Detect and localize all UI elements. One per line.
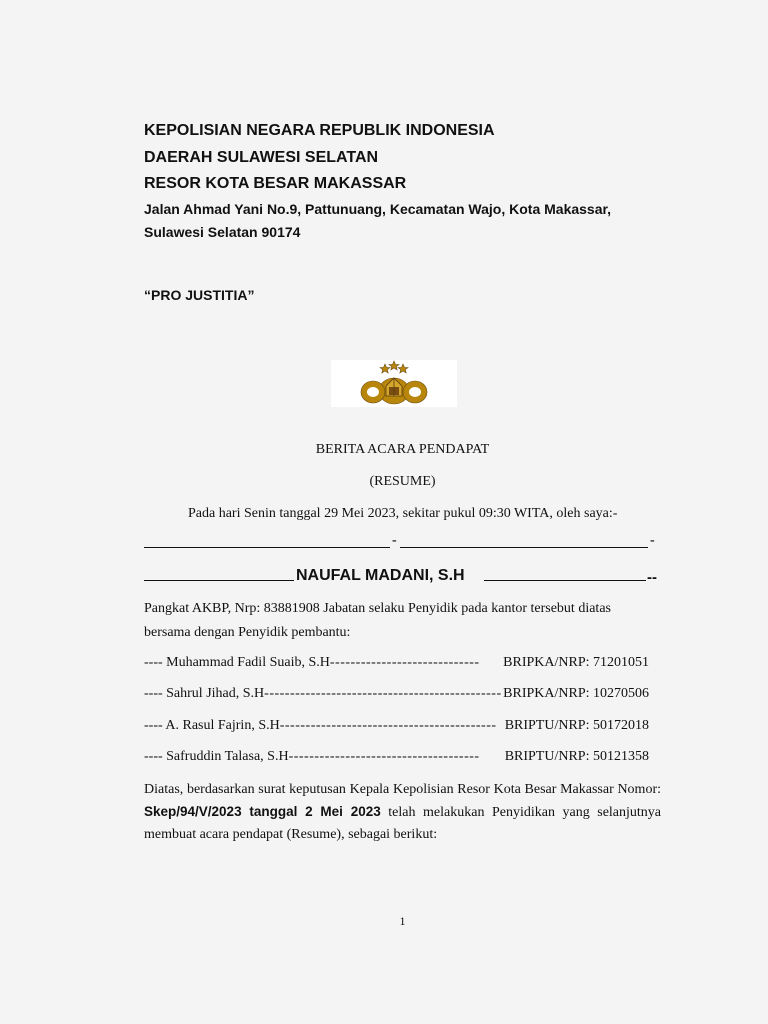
document-title: BERITA ACARA PENDAPAT bbox=[315, 442, 490, 457]
fill-line-mid-dash: - bbox=[392, 533, 397, 548]
member-row: ---- A. Rasul Fajrin, S.H------------------------------------------ BRIPTU/NRP: 50172018 bbox=[144, 718, 649, 733]
member-rank: BRIPTU/NRP: 50172018 bbox=[504, 718, 649, 733]
pro-justitia-label: “PRO JUSTITIA” bbox=[144, 287, 255, 303]
fill-line-end-dash: - bbox=[650, 533, 655, 548]
body-text-part2: telah melakukan Penyidikan yang selanjutnya membuat acara pendapat (Resume), sebagai berikut: bbox=[144, 805, 661, 842]
member-rank: BRIPKA/NRP: 10270506 bbox=[503, 686, 649, 701]
name-underline-right bbox=[484, 570, 646, 581]
member-name: ---- A. Rasul Fajrin, S.H bbox=[144, 718, 280, 733]
member-row: ---- Sahrul Jihad, S.H---------------------------------------------- BRIPKA/NRP: 10270506 bbox=[144, 686, 649, 701]
decree-number: Skep/94/V/2023 tanggal 2 Mei 2023 bbox=[144, 804, 381, 819]
member-rank: BRIPKA/NRP: 71201051 bbox=[503, 655, 649, 670]
member-name: ---- Safruddin Talasa, S.H bbox=[144, 749, 289, 764]
investigator-name: NAUFAL MADANI, S.H bbox=[296, 567, 465, 584]
rank-line-1: Pangkat AKBP, Nrp: 83881908 Jabatan selaku Penyidik pada kantor tersebut diatas bbox=[144, 601, 611, 616]
body-paragraph bbox=[144, 779, 661, 846]
page-number: 1 bbox=[399, 914, 406, 928]
intro-statement: Pada hari Senin tanggal 29 Mei 2023, sekitar pukul 09:30 WITA, oleh saya:- bbox=[188, 506, 618, 521]
rank-line-2: bersama dengan Penyidik pembantu: bbox=[144, 625, 351, 640]
header-address-line2: Sulawesi Selatan 90174 bbox=[144, 224, 301, 240]
header-resort: RESOR KOTA BESAR MAKASSAR bbox=[144, 175, 407, 192]
member-name: ---- Sahrul Jihad, S.H bbox=[144, 686, 265, 701]
fill-line-right bbox=[400, 537, 648, 548]
fill-line-left bbox=[144, 537, 390, 548]
member-row: ---- Muhammad Fadil Suaib, S.H----------------------------- BRIPKA/NRP: 71201051 bbox=[144, 655, 649, 670]
police-emblem-icon bbox=[331, 360, 457, 407]
name-underline-left bbox=[144, 570, 294, 581]
header-address-line1: Jalan Ahmad Yani No.9, Pattunuang, Kecamatan Wajo, Kota Makassar, bbox=[144, 201, 612, 217]
header-region: DAERAH SULAWESI SELATAN bbox=[144, 149, 379, 166]
member-name: ---- Muhammad Fadil Suaib, S.H bbox=[144, 655, 330, 670]
name-end-dash: -- bbox=[647, 569, 657, 586]
body-text-part1: Diatas, berdasarkan surat keputusan Kepala Kepolisian Resor Kota Besar Makassar Nomor: bbox=[144, 782, 661, 797]
header-institution: KEPOLISIAN NEGARA REPUBLIK INDONESIA bbox=[144, 122, 495, 139]
member-row: ---- Safruddin Talasa, S.H------------------------------------- BRIPTU/NRP: 50121358 bbox=[144, 749, 649, 764]
member-rank: BRIPTU/NRP: 50121358 bbox=[504, 749, 649, 764]
document-subtitle: (RESUME) bbox=[369, 474, 436, 489]
